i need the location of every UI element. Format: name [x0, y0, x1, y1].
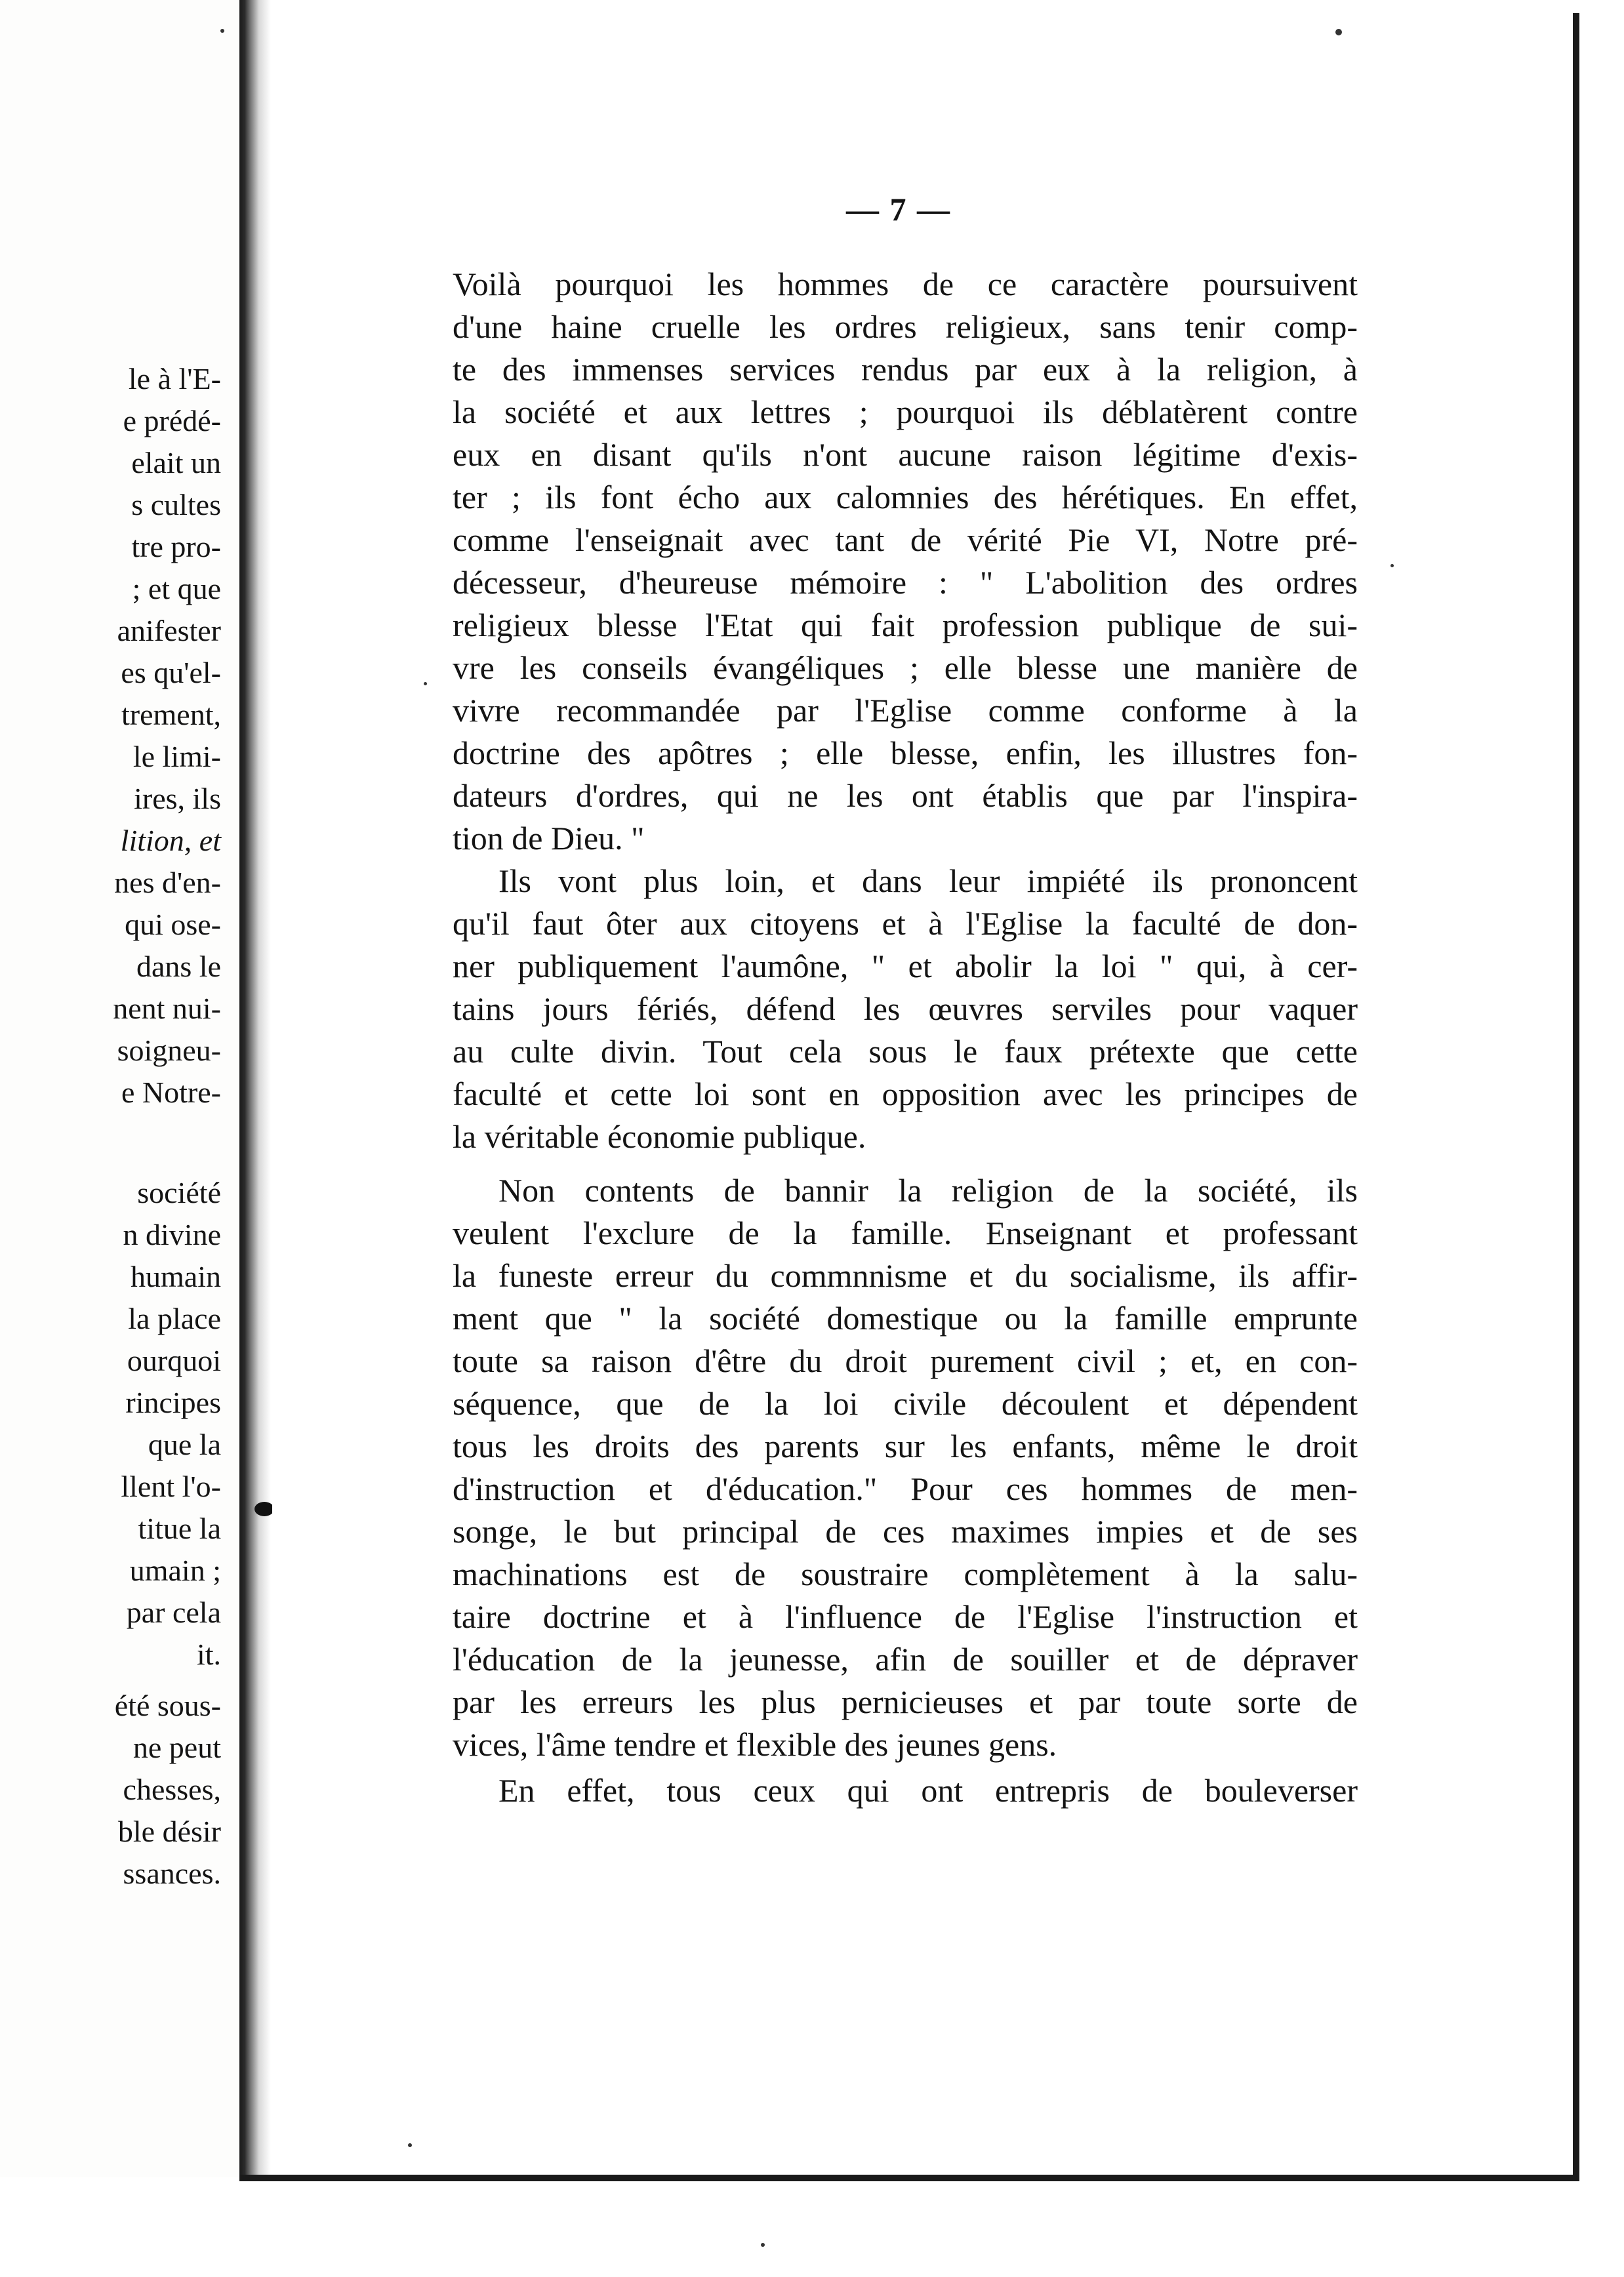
text-line: eux en disant qu'ils n'ont aucune raison légitime d'exis- [453, 436, 1358, 473]
left-page-line: ourquoi [127, 1344, 221, 1377]
left-page-line: par cela [126, 1596, 221, 1629]
left-page-line: ; et que [132, 572, 221, 605]
paragraph-start-line: Ils vont plus loin, et dans leur impiété ils prononcent [498, 862, 1358, 899]
text-line: comme l'enseignait avec tant de vérité Pie VI, Notre pré- [453, 521, 1358, 558]
text-line: dateurs d'ordres, qui ne les ont établis que par l'inspira- [453, 777, 1358, 814]
text-line: l'éducation de la jeunesse, afin de souiller et de dépraver [453, 1641, 1358, 1678]
text-line: machinations est de soustraire complètement à la salu- [453, 1556, 1358, 1592]
text-line: tains jours fériés, défend les œuvres serviles pour vaquer [453, 990, 1358, 1027]
left-page-line: n divine [123, 1218, 221, 1251]
page-bottom-edge [239, 2175, 1579, 2181]
left-page-line: ires, ils [134, 782, 221, 815]
left-page-line: es qu'el- [121, 656, 221, 689]
page-right-edge [1573, 13, 1579, 2177]
text-line: veulent l'exclure de la famille. Enseignant et professant [453, 1215, 1358, 1251]
text-line: par les erreurs les plus pernicieuses et par toute sorte de [453, 1683, 1358, 1720]
text-line: tion de Dieu. " [453, 820, 645, 856]
left-page-line: lition, et [120, 824, 221, 857]
text-line: ment que " la société domestique ou la famille emprunte [453, 1300, 1358, 1337]
left-page-line: été sous- [114, 1689, 221, 1722]
left-page-line: société [137, 1176, 221, 1209]
text-line: la société et aux lettres ; pourquoi ils déblatèrent contre [453, 393, 1358, 430]
text-line: Voilà pourquoi les hommes de ce caractère poursuivent [453, 266, 1358, 302]
left-page-line: soigneu- [117, 1034, 221, 1067]
left-page-line: umain ; [129, 1554, 221, 1587]
left-page-line: elait un [131, 446, 221, 479]
left-page-line: qui ose- [125, 908, 221, 941]
text-line: d'instruction et d'éducation." Pour ces hommes de men- [453, 1470, 1358, 1507]
text-line: la véritable économie publique. [453, 1118, 866, 1155]
text-line: vices, l'âme tendre et flexible des jeunes gens. [453, 1726, 1057, 1763]
ink-speck [761, 2243, 765, 2247]
left-page-line: rincipes [125, 1386, 221, 1419]
paragraph-start-line: Non contents de bannir la religion de la société, ils [498, 1172, 1358, 1209]
text-line: ner publiquement l'aumône, " et abolir la loi " qui, à cer- [453, 948, 1358, 984]
text-line: faculté et cette loi sont en opposition avec les principes de [453, 1076, 1358, 1112]
left-page-line: titue la [138, 1512, 221, 1545]
left-page-line: e Notre- [121, 1076, 221, 1109]
text-line: séquence, que de la loi civile découlent et dépendent [453, 1385, 1358, 1422]
ink-speck [1391, 564, 1394, 567]
book-gutter [239, 0, 272, 2177]
text-line: toute sa raison d'être du droit purement civil ; et, en con- [453, 1342, 1358, 1379]
page-number: — 7 — [846, 191, 951, 228]
left-page-line: tre pro- [131, 530, 221, 563]
left-page-line: que la [148, 1428, 221, 1461]
text-line: te des immenses services rendus par eux à la religion, à [453, 351, 1358, 388]
left-page-line: llent l'o- [121, 1470, 221, 1503]
left-page-line: it. [196, 1638, 221, 1671]
left-page-line: dans le [136, 950, 221, 983]
left-page-line: chesses, [123, 1773, 221, 1806]
left-page-line: trement, [121, 698, 221, 731]
text-line: vivre recommandée par l'Eglise comme conforme à la [453, 692, 1358, 729]
text-line: religieux blesse l'Etat qui fait profession publique de sui- [453, 607, 1358, 643]
text-line: songe, le but principal de ces maximes impies et de ses [453, 1513, 1358, 1550]
text-line: la funeste erreur du commnnisme et du socialisme, ils affir- [453, 1257, 1358, 1294]
gutter-ink-mark [254, 1502, 274, 1516]
text-line: qu'il faut ôter aux citoyens et à l'Eglise la faculté de don- [453, 905, 1358, 942]
text-line: d'une haine cruelle les ordres religieux, sans tenir comp- [453, 308, 1358, 345]
paragraph-start-line: En effet, tous ceux qui ont entrepris de bouleverser [498, 1772, 1358, 1809]
left-page-line: e prédé- [123, 404, 221, 437]
text-line: décesseur, d'heureuse mémoire : " L'abolition des ordres [453, 564, 1358, 601]
text-line: ter ; ils font écho aux calomnies des hérétiques. En effet, [453, 479, 1358, 515]
text-line: au culte divin. Tout cela sous le faux prétexte que cette [453, 1033, 1358, 1070]
left-page-line: le limi- [132, 740, 221, 773]
left-page-line: anifester [117, 614, 221, 647]
ink-speck [424, 682, 427, 685]
left-page-line: ssances. [123, 1857, 221, 1890]
text-line: doctrine des apôtres ; elle blesse, enfin, les illustres fon- [453, 735, 1358, 771]
left-facing-page [0, 0, 239, 2177]
text-line: vre les conseils évangéliques ; elle blesse une manière de [453, 649, 1358, 686]
ink-speck [220, 29, 224, 33]
text-line: tous les droits des parents sur les enfants, même le droit [453, 1428, 1358, 1464]
text-line: taire doctrine et à l'influence de l'Eglise l'instruction et [453, 1598, 1358, 1635]
left-page-line: la place [128, 1302, 221, 1335]
ink-speck [408, 2143, 412, 2147]
ink-speck [1335, 29, 1342, 35]
left-page-line: nent nui- [113, 992, 221, 1025]
left-page-line: ble désir [117, 1815, 221, 1848]
left-page-line: nes d'en- [114, 866, 221, 899]
left-page-line: s cultes [131, 488, 221, 521]
left-page-line: ne peut [132, 1731, 221, 1764]
left-page-line: humain [131, 1260, 221, 1293]
left-page-line: le à l'E- [128, 362, 221, 395]
